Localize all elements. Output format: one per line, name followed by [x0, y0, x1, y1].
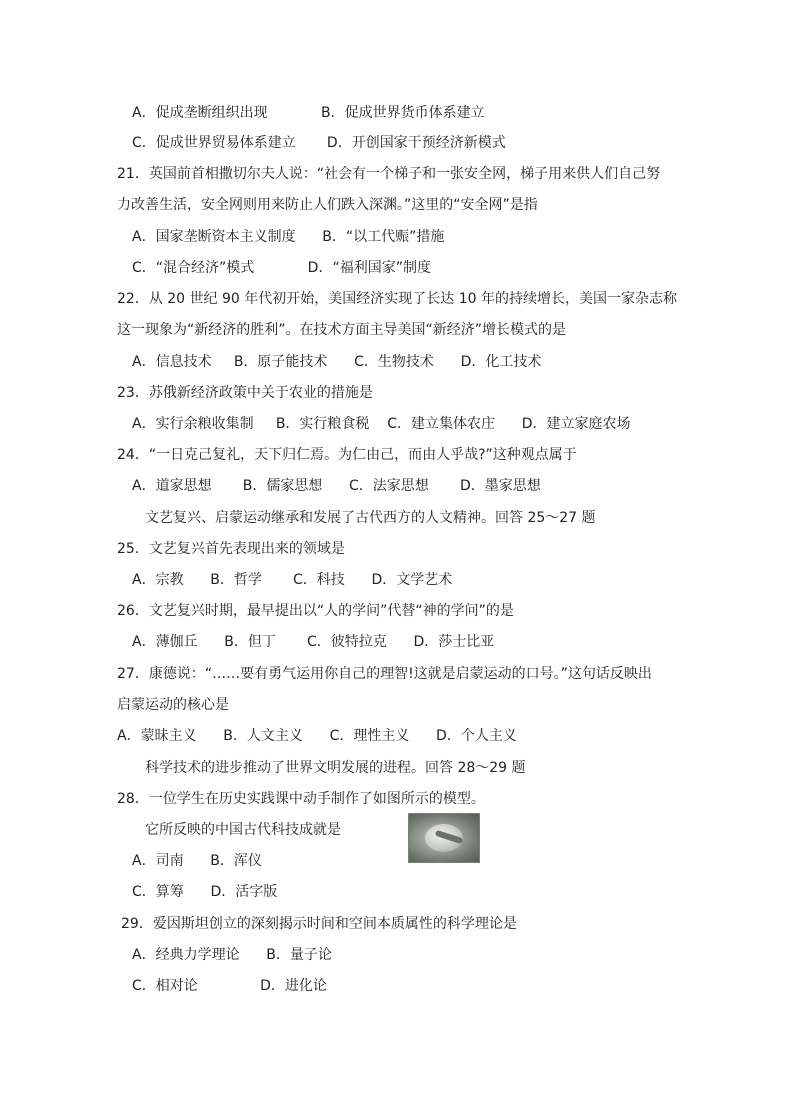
q25-options: A．宗教 B．哲学 C．科技 D．文学艺术: [132, 572, 453, 588]
q27-stem-line2: 启蒙运动的核心是: [117, 697, 229, 713]
q22-stem-line2: 这一现象为“新经济的胜利”。在技术方面主导美国“新经济”增长模式的是: [117, 322, 567, 338]
q27-stem-line1: 27．康德说：“……要有勇气运用你自己的理智!这就是启蒙运动的口号。”这句话反映出: [117, 666, 652, 682]
q29-options-ab: A．经典力学理论 B．量子论: [132, 947, 332, 963]
q28-stem-line2: 它所反映的中国古代科技成就是: [145, 822, 341, 838]
q22-options: A．信息技术 B．原子能技术 C．生物技术 D．化工技术: [132, 354, 542, 370]
q20-options-cd: C．促成世界贸易体系建立 D．开创国家干预经济新模式: [132, 135, 506, 151]
q28-options-cd: C．算筹 D．活字版: [132, 884, 278, 900]
section-intro-25-27: 文艺复兴、启蒙运动继承和发展了古代西方的人文精神。回答 25～27 题: [145, 510, 596, 526]
q21-options-ab: A．国家垄断资本主义制度 B．“以工代赈”措施: [132, 229, 445, 245]
compass-model-image: [408, 813, 480, 863]
q21-options-cd: C．“混合经济”模式 D．“福利国家”制度: [132, 260, 431, 276]
q24-stem: 24．“一日克己复礼，天下归仁焉。为仁由己，而由人乎哉?”这种观点属于: [117, 447, 577, 463]
q21-stem-line2: 力改善生活，安全网则用来防止人们跌入深渊。”这里的“安全网”是指: [117, 197, 538, 213]
q28-options-ab: A．司南 B．浑仪: [132, 853, 262, 869]
q23-options: A．实行余粮收集制 B．实行粮食税 C．建立集体农庄 D．建立家庭农场: [132, 416, 631, 432]
q20-options-ab: A．促成垄断组织出现 B．促成世界货币体系建立: [132, 105, 485, 121]
q28-stem-line1: 28．一位学生在历史实践课中动手制作了如图所示的模型。: [117, 791, 485, 807]
q22-stem-line1: 22．从 20 世纪 90 年代初开始，美国经济实现了长达 10 年的持续增长，美国一家杂志称: [117, 291, 677, 307]
q25-stem: 25．文艺复兴首先表现出来的领域是: [117, 541, 345, 557]
q29-stem: 29．爱因斯坦创立的深刻揭示时间和空间本质属性的科学理论是: [121, 916, 517, 932]
section-intro-28-29: 科学技术的进步推动了世界文明发展的进程。回答 28～29 题: [145, 760, 526, 776]
q29-options-cd: C．相对论 D．进化论: [132, 978, 327, 994]
q27-options: A．蒙昧主义 B．人文主义 C．理性主义 D．个人主义: [117, 728, 517, 744]
q26-stem: 26．文艺复兴时期，最早提出以“人的学问”代替“神的学问”的是: [117, 603, 514, 619]
q23-stem: 23．苏俄新经济政策中关于农业的措施是: [117, 385, 373, 401]
q24-options: A．道家思想 B．儒家思想 C．法家思想 D．墨家思想: [132, 478, 541, 494]
q26-options: A．薄伽丘 B．但丁 C．彼特拉克 D．莎士比亚: [132, 634, 495, 650]
q21-stem-line1: 21．英国前首相撒切尔夫人说：“社会有一个梯子和一张安全网，梯子用来供人们自己努: [117, 166, 661, 182]
